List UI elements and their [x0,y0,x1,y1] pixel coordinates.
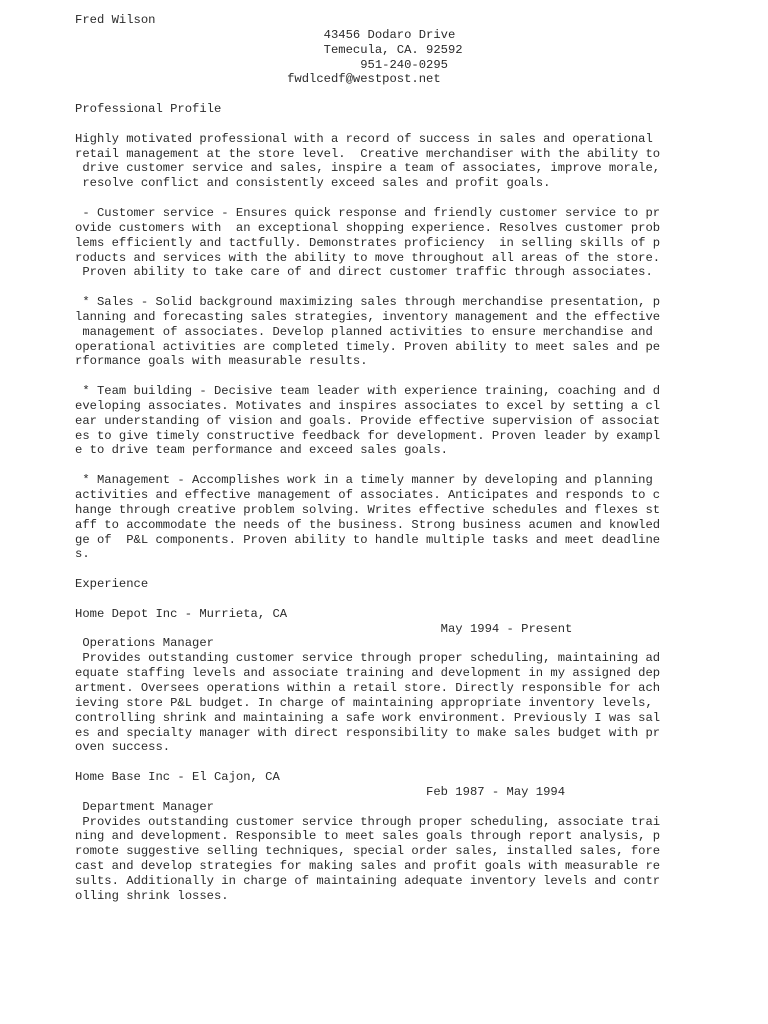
job-entry [75,770,695,904]
spacer [75,191,695,206]
skill-team-building: * Team building - Decisive team leader with experience training, coaching and d eveloping associates. Motivates and inspires associates to excel by setting a cl ear understanding of vision and goals. Provide effective supervision of associat es to give timely constructive feedback for development. Proven leader by exampl e to drive team performance and exceed sales goals. [75,384,661,458]
job-description: Provides outstanding customer service through proper scheduling, associate trai ning and development. Responsible to meet sales goals through report analysis, p romote suggestive selling techniques, special order sales, installed sales, fore cast and develop strategies for making sales and profit goals with measurable re sults. Additionally in charge of maintaining adequate inventory levels and contr olling shrink losses. [75,814,661,903]
email-address: fwdlcedf@westpost.net [75,72,441,87]
spacer [75,369,695,384]
job-dates: May 1994 - Present [75,621,573,636]
job-company: Home Base Inc - El Cajon, CA [75,770,280,785]
skill-sales: * Sales - Solid background maximizing sales through merchandise presentation, p lanning and forecasting sales strategies, inventory management and the effective management of associates. Develop planned activities to ensure merchandise and operational activities are completed timely. Proven ability to meet sales and pe rformance goals with measurable results. [75,295,661,369]
spacer [75,562,695,577]
skill-management: * Management - Accomplishes work in a timely manner by developing and planning activities and effective management of associates. Anticipates and responds to c hange through creative problem solving. Writes effective schedules and flexes st aff to accommodate the needs of the business. Strong business acumen and knowled ge of P&L components. Proven ability to handle multiple tasks and meet deadline s. [75,473,661,562]
job-title: Department Manager [75,799,214,814]
job-entry [75,607,695,755]
job-description: Provides outstanding customer service through proper scheduling, maintaining ad equate staffing levels and associate training and development in my assigned dep artment. Oversees operations within a retail store. Directly responsible for ach ieving store P&L budget. In charge of maintaining appropriate inventory levels, controlling shrink and maintaining a safe work environment. Previously I was sal es and specialty manager with direct responsibility to make sales budget with pr oven success. [75,651,661,755]
experience-section [75,577,695,904]
job-company: Home Depot Inc - Murrieta, CA [75,606,288,621]
spacer [75,755,695,770]
street-address: 43456 Dodaro Drive [75,27,456,42]
applicant-name: Fred Wilson [75,13,156,27]
city-state-zip: Temecula, CA. 92592 [75,42,463,57]
spacer [75,458,695,473]
resume-document [75,13,695,904]
spacer [75,592,695,607]
section-heading-experience: Experience [75,577,149,592]
phone-number: 951-240-0295 [75,57,448,72]
job-title: Operations Manager [75,636,214,651]
job-dates: Feb 1987 - May 1994 [75,784,566,799]
contact-header [75,13,695,87]
skill-customer-service: - Customer service - Ensures quick response and friendly customer service to pr ovide customers with an exceptional shopping experience. Resolves customer prob lems efficiently and tactfully. Demonstrates proficiency in selling skills of p roducts and services with the ability to move throughout all areas of the store. Proven ability to take care of and direct customer traffic through associates. [75,205,661,280]
spacer [75,87,695,102]
section-heading-profile: Professional Profile [75,102,222,117]
professional-profile-section [75,102,695,562]
profile-summary: Highly motivated professional with a record of success in sales and operational retail management at the store level. Creative merchandiser with the ability to drive customer service and sales, inspire a team of associates, improve morale, resolve conflict and consistently exceed sales and profit goals. [75,131,661,191]
spacer [75,280,695,295]
spacer [75,117,695,132]
